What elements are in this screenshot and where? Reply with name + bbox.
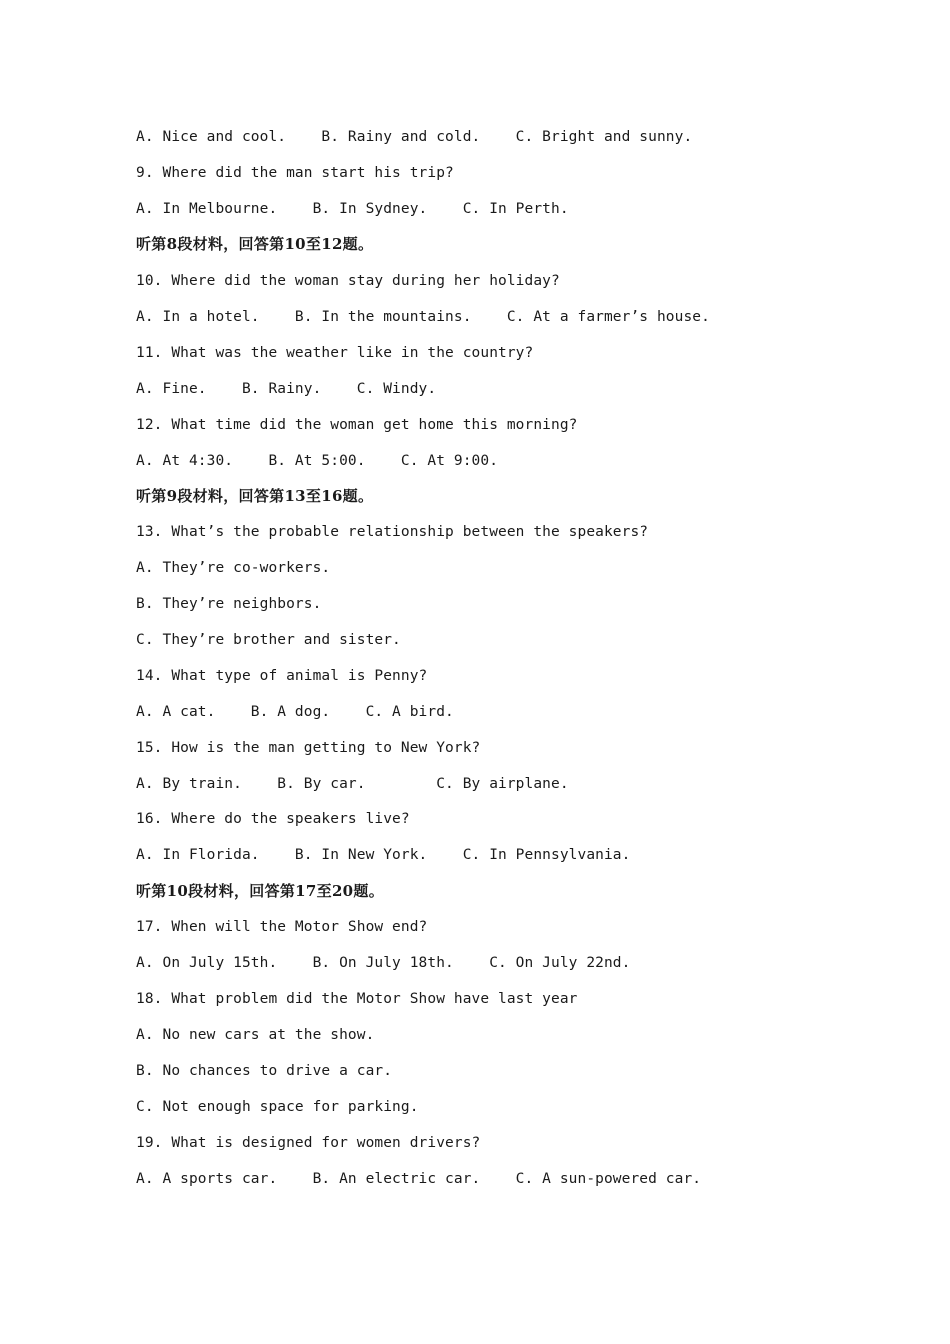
answer-option-c: C. Not enough space for parking. — [136, 1099, 419, 1115]
section-heading-8: 听第8段材料，回答第10至12题。 — [136, 235, 374, 253]
section-heading-10: 听第10段材料，回答第17至20题。 — [136, 882, 385, 900]
question-16: 16. Where do the speakers live? — [136, 811, 410, 827]
answer-options: A. On July 15th. B. On July 18th. C. On July 22nd. — [136, 955, 631, 971]
answer-options: A. By train. B. By car. C. By airplane. — [136, 776, 569, 792]
answer-options: A. A cat. B. A dog. C. A bird. — [136, 704, 454, 720]
question-9: 9. Where did the man start his trip? — [136, 165, 454, 181]
answer-options: A. Nice and cool. B. Rainy and cold. C. Bright and sunny. — [136, 129, 693, 145]
section-heading-9: 听第9段材料，回答第13至16题。 — [136, 487, 374, 505]
question-19: 19. What is designed for women drivers? — [136, 1135, 481, 1151]
question-10: 10. Where did the woman stay during her holiday? — [136, 273, 560, 289]
answer-options: A. At 4:30. B. At 5:00. C. At 9:00. — [136, 453, 499, 469]
answer-options: A. In Melbourne. B. In Sydney. C. In Perth. — [136, 201, 569, 217]
answer-option-b: B. No chances to drive a car. — [136, 1063, 393, 1079]
answer-options: A. In Florida. B. In New York. C. In Pennsylvania. — [136, 847, 631, 863]
question-18: 18. What problem did the Motor Show have last year — [136, 991, 578, 1007]
question-15: 15. How is the man getting to New York? — [136, 740, 481, 756]
answer-option-a: A. They’re co-workers. — [136, 560, 331, 576]
question-13: 13. What’s the probable relationship between the speakers? — [136, 524, 649, 540]
answer-option-b: B. They’re neighbors. — [136, 596, 322, 612]
answer-options: A. In a hotel. B. In the mountains. C. At a farmer’s house. — [136, 309, 710, 325]
question-11: 11. What was the weather like in the country? — [136, 345, 534, 361]
question-14: 14. What type of animal is Penny? — [136, 668, 428, 684]
question-12: 12. What time did the woman get home this morning? — [136, 417, 578, 433]
answer-option-a: A. No new cars at the show. — [136, 1027, 375, 1043]
answer-options: A. A sports car. B. An electric car. C. A sun-powered car. — [136, 1171, 702, 1187]
answer-options: A. Fine. B. Rainy. C. Windy. — [136, 381, 437, 397]
answer-option-c: C. They’re brother and sister. — [136, 632, 401, 648]
question-17: 17. When will the Motor Show end? — [136, 919, 428, 935]
